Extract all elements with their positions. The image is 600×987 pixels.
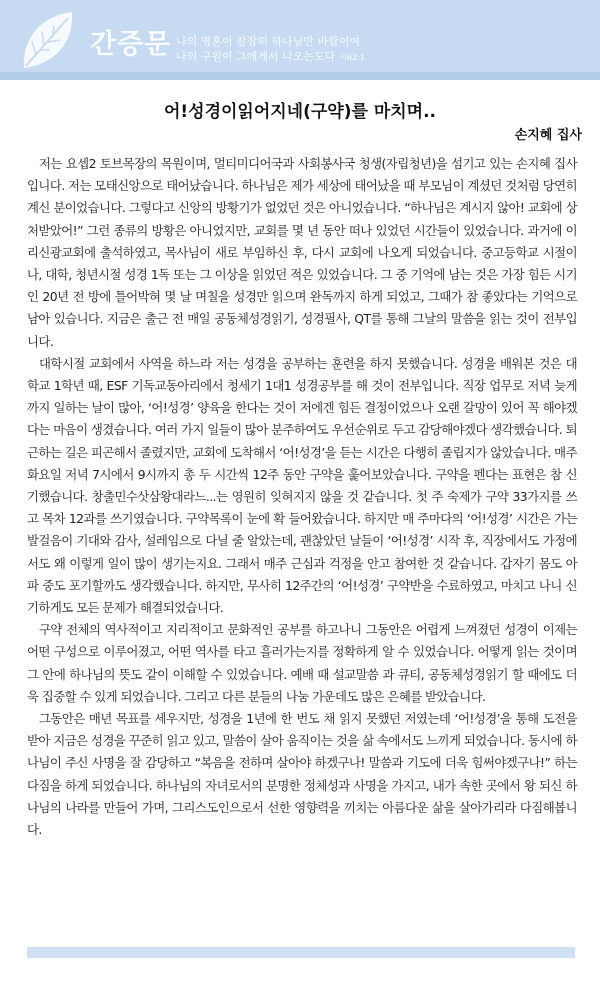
paragraph-3: 구약 전체의 역사적이고 지리적이고 문화적인 공부를 하고나니 그동안은 어렵게 느껴졌던 성경이 이제는 어떤 구성으로 이루어졌고, 어떤 역사를 타고 흘러가는지를 정확하게 알 수 있었습니다. 어떻게 읽는 것이며 그 안에 하나님의 뜻도 같이 이해할 수 있었습니다. 예배 때 설교말씀 과 큐티, 공동체성경읽기 할 때에도 더욱 집중할 수 있게 되었습니다. 그리고 다른 분들의 나눔 가운데도 많은 은혜를 받았습니다.	[27, 622, 577, 704]
leaf-logo-icon	[14, 6, 84, 76]
verse-line-2-text: 나의 구원이 그에게서 나오는도다	[176, 50, 336, 63]
paragraph-2: 대학시절 교회에서 사역을 하느라 저는 성경을 공부하는 훈련을 하지 못했습니다. 성경을 배워본 것은 대학교 1학년 때, ESF 기독교동아리에서 청세기 1대1 성경공부를 해 것이 전부입니다. 직장 업무로 저녁 늦게까지 일하는 날이 많아, ‘어!성경’ 양육을 한다는 것이 저에겐 힘든 결정이었으나 오랜 갈망이 있어 꼭 해야겠다는 마음이 생겼습니다. 여러 가지 일들이 많아 분주하여도 우선순위로 두고 감당해야겠다 생각했습니다. 퇴근하는 길은 피곤해서 졸렸지만, 교회에 도착해서 ‘어!성경’을 듣는 시간은 다행히 졸립지가 않았습니다. 매주 화요일 저녁 7시에서 9시까지 총 두 시간씩 12주 동안 구약을 훑어보았습니다. 구약을 펜다는 표현은 참 신기했습니다. 창출민수삿삼왕대라느...는 영원히 잊혀지지 않을 것 같습니다. 첫 주 숙제가 구약 33가지를 쓰고 목차 12과를 쓰기였습니다. 구약목록이 눈에 확 들어왔습니다. 하지만 매 주마다의 ‘어!성경’ 시간은 가는 발걸음이 기대와 감사, 설레임으로 다닐 줄 알았는데, 괜찮았던 날들이 ‘어!성경’ 시작 후, 직장에서도 가정에서도 왜 이렇게 일이 많이 생기는지요. 그래서 매주 근심과 걱정을 안고 참여한 것 같습니다. 갑자기 몸도 아파 중도 포기할까도 생각했습니다. 하지만, 무사히 12주간의 ‘어!성경’ 구약반을 수료하였고, 마치고 나니 신기하게도 모든 문제가 해결되었습니다.	[27, 355, 577, 616]
header-verse	[176, 34, 365, 65]
header-accent-band	[0, 72, 600, 80]
page-header	[0, 0, 600, 80]
verse-line-1: 나의 영혼이 잠잠히 하나님만 바람이여	[176, 35, 361, 48]
verse-line-2	[176, 49, 365, 65]
article-body	[27, 153, 577, 841]
article-title: 어!성경이읽어지네(구약)를 마치며..	[163, 102, 437, 122]
brand-title: 간증문	[90, 29, 172, 60]
article-author: 손지혜 집사	[514, 128, 582, 143]
paragraph-4: 그동안은 매년 목표를 세우지만, 성경을 1년에 한 번도 채 읽지 못했던 저였는데 ‘어!성경’을 통해 도전을 받아 지금은 성경을 꾸준히 읽고 있고, 말씀이 살아 움직이는 것을 삶 속에서도 느끼게 되었습니다. 동시에 하나님이 주신 사명을 잘 감당하고 “복음을 전하며 살아야 하겠구나! 말씀과 기도에 더욱 힘써야겠구나!” 하는 다짐을 하게 되었습니다. 하나님의 자녀로서의 분명한 정체성과 사명을 가지고, 내가 속한 곳에서 왕 되신 하나님의 나라를 만들어 가며, 그리스도인으로서 선한 영향력을 끼치는 아름다운 삶을 살아가리라 다짐해봅니다.	[27, 711, 577, 838]
verse-reference: 시62:1	[339, 53, 365, 62]
paragraph-1: 저는 요셉2 토브목장의 목원이며, 멀티미디어국과 사회봉사국 청생(자립청년)을 섬기고 있는 손지혜 집사입니다. 저는 모태신앙으로 태어났습니다. 하나님은 제가 세상에 태어났을 때 부모님이 계셨던 것처럼 당연히 계신 분이었습니다. 그렇다고 신앙의 방황기가 없었던 것은 아니었습니다. “하나님은 계시지 않아! 교회에 상처받았어!” 그런 종류의 방황은 아니었지만, 교회를 몇 년 동안 떠나 있었던 시간들이 있었습니다. 과거에 이리신광교회에 출석하였고, 목사님이 새로 부임하신 후, 다시 교회에 나오게 되었습니다. 중고등학교 시절이나, 대학, 청년시절 성경 1독 또는 그 이상을 읽었던 적은 있었습니다. 그 중 기억에 남는 것은 가장 힘든 시기인 20년 전 방에 틀어박혀 몇 날 며칠을 성경만 읽으며 완독까지 하게 되었고, 그때가 참 좋았다는 기억으로 남아 있습니다. 지금은 출근 전 매일 공동체성경읽기, 성경필사, QT를 통해 그날의 말씀을 읽는 것이 전부입니다.	[27, 156, 577, 349]
footer-band	[27, 947, 575, 958]
